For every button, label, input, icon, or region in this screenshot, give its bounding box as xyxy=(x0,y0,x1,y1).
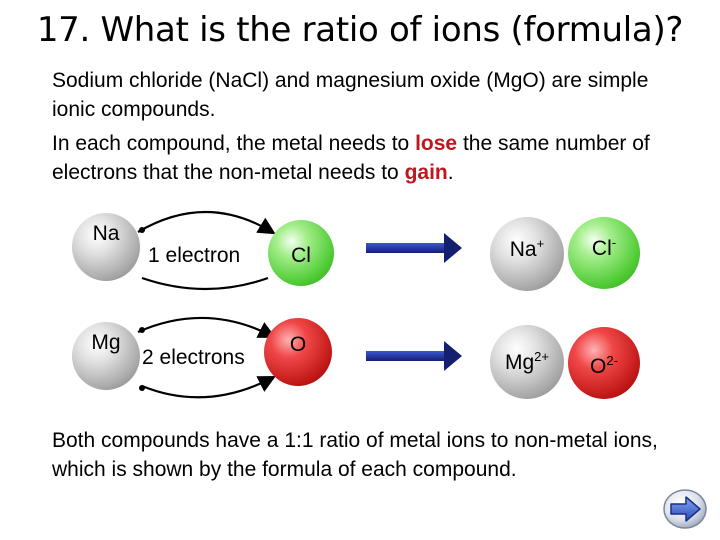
oxide-ion-label xyxy=(590,355,618,379)
chloride-ion xyxy=(568,217,640,289)
sodium-ion xyxy=(490,217,564,291)
electron-arc-bottom-1 xyxy=(142,278,268,289)
explanation-part: . xyxy=(447,161,454,184)
electron-dot xyxy=(139,385,145,391)
explanation-part: In each compound, the metal needs to xyxy=(52,132,416,155)
chlorine-label: Cl xyxy=(291,244,311,267)
intro-text: Sodium chloride (NaCl) and magnesium oxide (MgO) are simple ionic compounds. xyxy=(52,69,649,121)
electron-transfer-label-2: 2 electrons xyxy=(142,346,245,369)
oxide-ion-symbol: O xyxy=(590,355,607,378)
oxygen-label: O xyxy=(289,333,307,356)
chloride-ion-charge: - xyxy=(611,235,617,250)
electron-transfer-label-1: 1 electron xyxy=(148,244,241,267)
sodium-label: Na xyxy=(92,222,120,245)
next-arrow-icon xyxy=(662,488,708,530)
magnesium-ion xyxy=(490,325,564,399)
lose-highlight: lose xyxy=(415,132,458,155)
magnesium-ion-charge: 2+ xyxy=(534,349,549,364)
magnesium-label: Mg xyxy=(91,331,121,354)
reaction-arrow-2 xyxy=(366,341,462,371)
sodium-ion-label xyxy=(510,238,544,262)
magnesium-ion-symbol: Mg xyxy=(504,351,535,374)
explanation-part: the same number of electrons that the non-metal needs to xyxy=(52,132,650,184)
sodium-ion-charge: + xyxy=(536,236,545,251)
electron-arc-bottom-2 xyxy=(142,378,272,397)
oxygen-atom xyxy=(264,318,332,386)
electron-dot xyxy=(139,227,145,233)
electron-arc-top-2 xyxy=(138,318,272,336)
sodium-atom xyxy=(72,213,140,281)
chloride-ion-label xyxy=(592,237,616,261)
gain-highlight: gain xyxy=(404,161,448,184)
sodium-ion-symbol: Na xyxy=(509,238,537,261)
chlorine-atom xyxy=(268,220,334,286)
reaction-arrow-1 xyxy=(366,233,462,263)
oxide-ion-charge: 2- xyxy=(606,353,618,368)
magnesium-atom xyxy=(72,322,140,390)
electron-arc-top-1 xyxy=(138,212,272,232)
next-slide-button[interactable] xyxy=(662,488,708,530)
slide-title: 17. What is the ratio of ions (formula)? xyxy=(36,10,684,50)
conclusion-text: Both compounds have a 1:1 ratio of metal ions to non-metal ions, which is shown by the formula of each compound. xyxy=(52,429,658,481)
oxide-ion xyxy=(568,327,640,399)
electron-dot xyxy=(139,327,145,333)
chloride-ion-symbol: Cl xyxy=(591,237,612,260)
magnesium-ion-label xyxy=(505,351,549,375)
